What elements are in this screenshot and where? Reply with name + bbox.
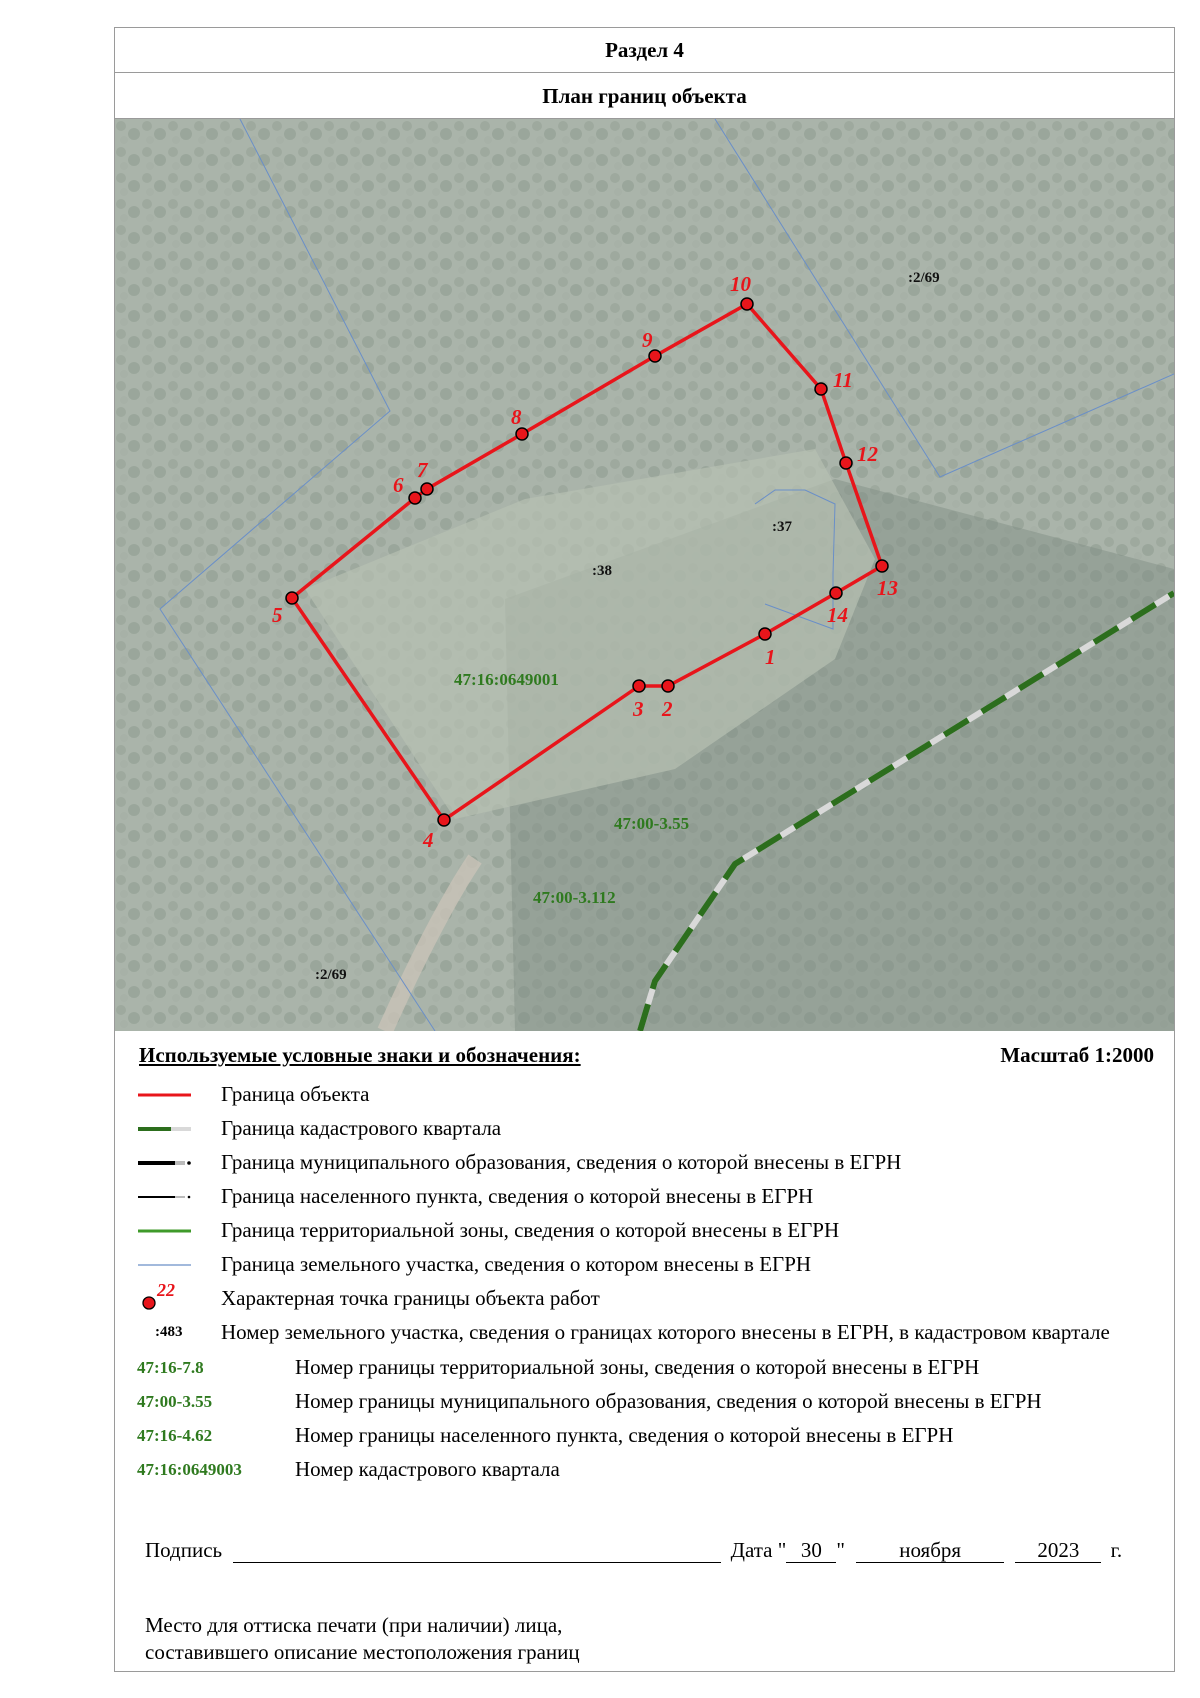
legend-point-number: 22 <box>157 1284 175 1300</box>
point-label-6: 6 <box>393 473 404 497</box>
point-4-marker[interactable] <box>438 814 450 826</box>
green-line-symbol <box>135 1216 205 1246</box>
point-label-5: 5 <box>272 603 283 627</box>
point-label-9: 9 <box>642 328 653 352</box>
red-line-symbol <box>135 1080 205 1110</box>
legend-code-municipal: 47:00-3.55 Номер границы муниципального образования, сведения о которой внесены в ЕГРН <box>137 1389 1042 1413</box>
point-2-marker[interactable] <box>662 680 674 692</box>
green-dash-line-symbol <box>135 1114 205 1144</box>
legend-item-object-boundary: Граница объекта <box>115 1080 1174 1110</box>
point-label-2: 2 <box>662 697 673 721</box>
legend-code-settlement: 47:16-4.62 Номер границы населенного пункта, сведения о которой внесены в ЕГРН <box>137 1423 954 1447</box>
parcel-label-2-69-bottom: :2/69 <box>315 967 347 983</box>
red-point-symbol <box>135 1284 205 1314</box>
date-quote-close: " <box>836 1538 845 1562</box>
municipal-label: 47:00-3.55 <box>614 814 690 833</box>
point-11-marker[interactable] <box>815 383 827 395</box>
legend-item-settlement-boundary: Граница населенного пункта, сведения о которой внесены в ЕГРН <box>115 1182 1174 1212</box>
blue-line-symbol <box>135 1250 205 1280</box>
point-label-4: 4 <box>423 828 434 852</box>
point-12-marker[interactable] <box>840 457 852 469</box>
point-label-3: 3 <box>633 697 644 721</box>
date-year[interactable]: 2023 <box>1015 1538 1101 1563</box>
legend-code-quarter: 47:16:0649003 Номер кадастрового квартала <box>137 1457 560 1481</box>
point-label-12: 12 <box>857 442 878 466</box>
point-label-10: 10 <box>730 272 751 296</box>
signature-label: Подпись <box>145 1538 223 1562</box>
black-thick-line-symbol <box>135 1148 205 1178</box>
point-label-11: 11 <box>833 368 853 392</box>
plan-title: План границ объекта <box>115 73 1174 119</box>
point-5-marker[interactable] <box>286 592 298 604</box>
stamp-place <box>145 1612 580 1666</box>
point-label-7: 7 <box>417 458 428 482</box>
year-suffix: г. <box>1110 1538 1123 1562</box>
zone-label: 47:00-3.112 <box>533 888 616 907</box>
signature-field[interactable] <box>233 1538 721 1563</box>
parcel-label-37: :37 <box>772 519 792 535</box>
parcel-label-2-69-top: :2/69 <box>908 270 940 286</box>
date-day[interactable]: 30 <box>786 1538 836 1563</box>
point-13-marker[interactable] <box>876 560 888 572</box>
point-10-marker[interactable] <box>741 298 753 310</box>
legend-parcel-code: :483 <box>155 1324 183 1340</box>
stamp-place-line-1: Место для оттиска печати (при наличии) лица, <box>145 1613 563 1637</box>
legend-title: Используемые условные знаки и обозначения: <box>139 1043 581 1067</box>
map-canvas <box>115 119 1174 1031</box>
boundary-map[interactable] <box>115 119 1174 1031</box>
point-1-marker[interactable] <box>759 628 771 640</box>
legend-item-parcel-boundary: Граница земельного участка, сведения о котором внесены в ЕГРН <box>115 1250 1174 1280</box>
legend-item-zone-boundary: Граница территориальной зоны, сведения о которой внесены в ЕГРН <box>115 1216 1174 1246</box>
point-label-14: 14 <box>827 603 848 627</box>
legend-item-parcel-number: :483 Номер земельного участка, сведения о границах которого внесены в ЕГРН, в кадастровом квартале <box>155 1320 1110 1344</box>
section-heading: Раздел 4 <box>115 28 1174 73</box>
parcel-label-38: :38 <box>592 563 612 579</box>
date-month[interactable]: ноября <box>856 1538 1004 1563</box>
legend-item-boundary-point: 22 Характерная точка границы объекта работ <box>115 1284 1174 1314</box>
date-label: Дата " <box>730 1538 787 1562</box>
black-thin-line-symbol <box>135 1182 205 1212</box>
point-7-marker[interactable] <box>421 483 433 495</box>
map-scale: Масштаб 1:2000 <box>1000 1043 1154 1067</box>
legend-code-zone: 47:16-7.8 Номер границы территориальной зоны, сведения о которой внесены в ЕГРН <box>137 1355 980 1379</box>
point-3-marker[interactable] <box>633 680 645 692</box>
quarter-label: 47:16:0649001 <box>454 670 559 689</box>
point-14-marker[interactable] <box>830 587 842 599</box>
point-label-1: 1 <box>765 645 776 669</box>
signature-row <box>145 1538 1122 1563</box>
point-label-8: 8 <box>511 405 522 429</box>
legend-item-municipal-boundary: Граница муниципального образования, сведения о которой внесены в ЕГРН <box>115 1148 1174 1178</box>
stamp-place-line-2: составившего описание местоположения границ <box>145 1640 580 1664</box>
document-frame <box>114 27 1175 1672</box>
legend-item-quarter-boundary: Граница кадастрового квартала <box>115 1114 1174 1144</box>
point-6-marker[interactable] <box>409 492 421 504</box>
point-label-13: 13 <box>877 576 898 600</box>
point-8-marker[interactable] <box>516 428 528 440</box>
